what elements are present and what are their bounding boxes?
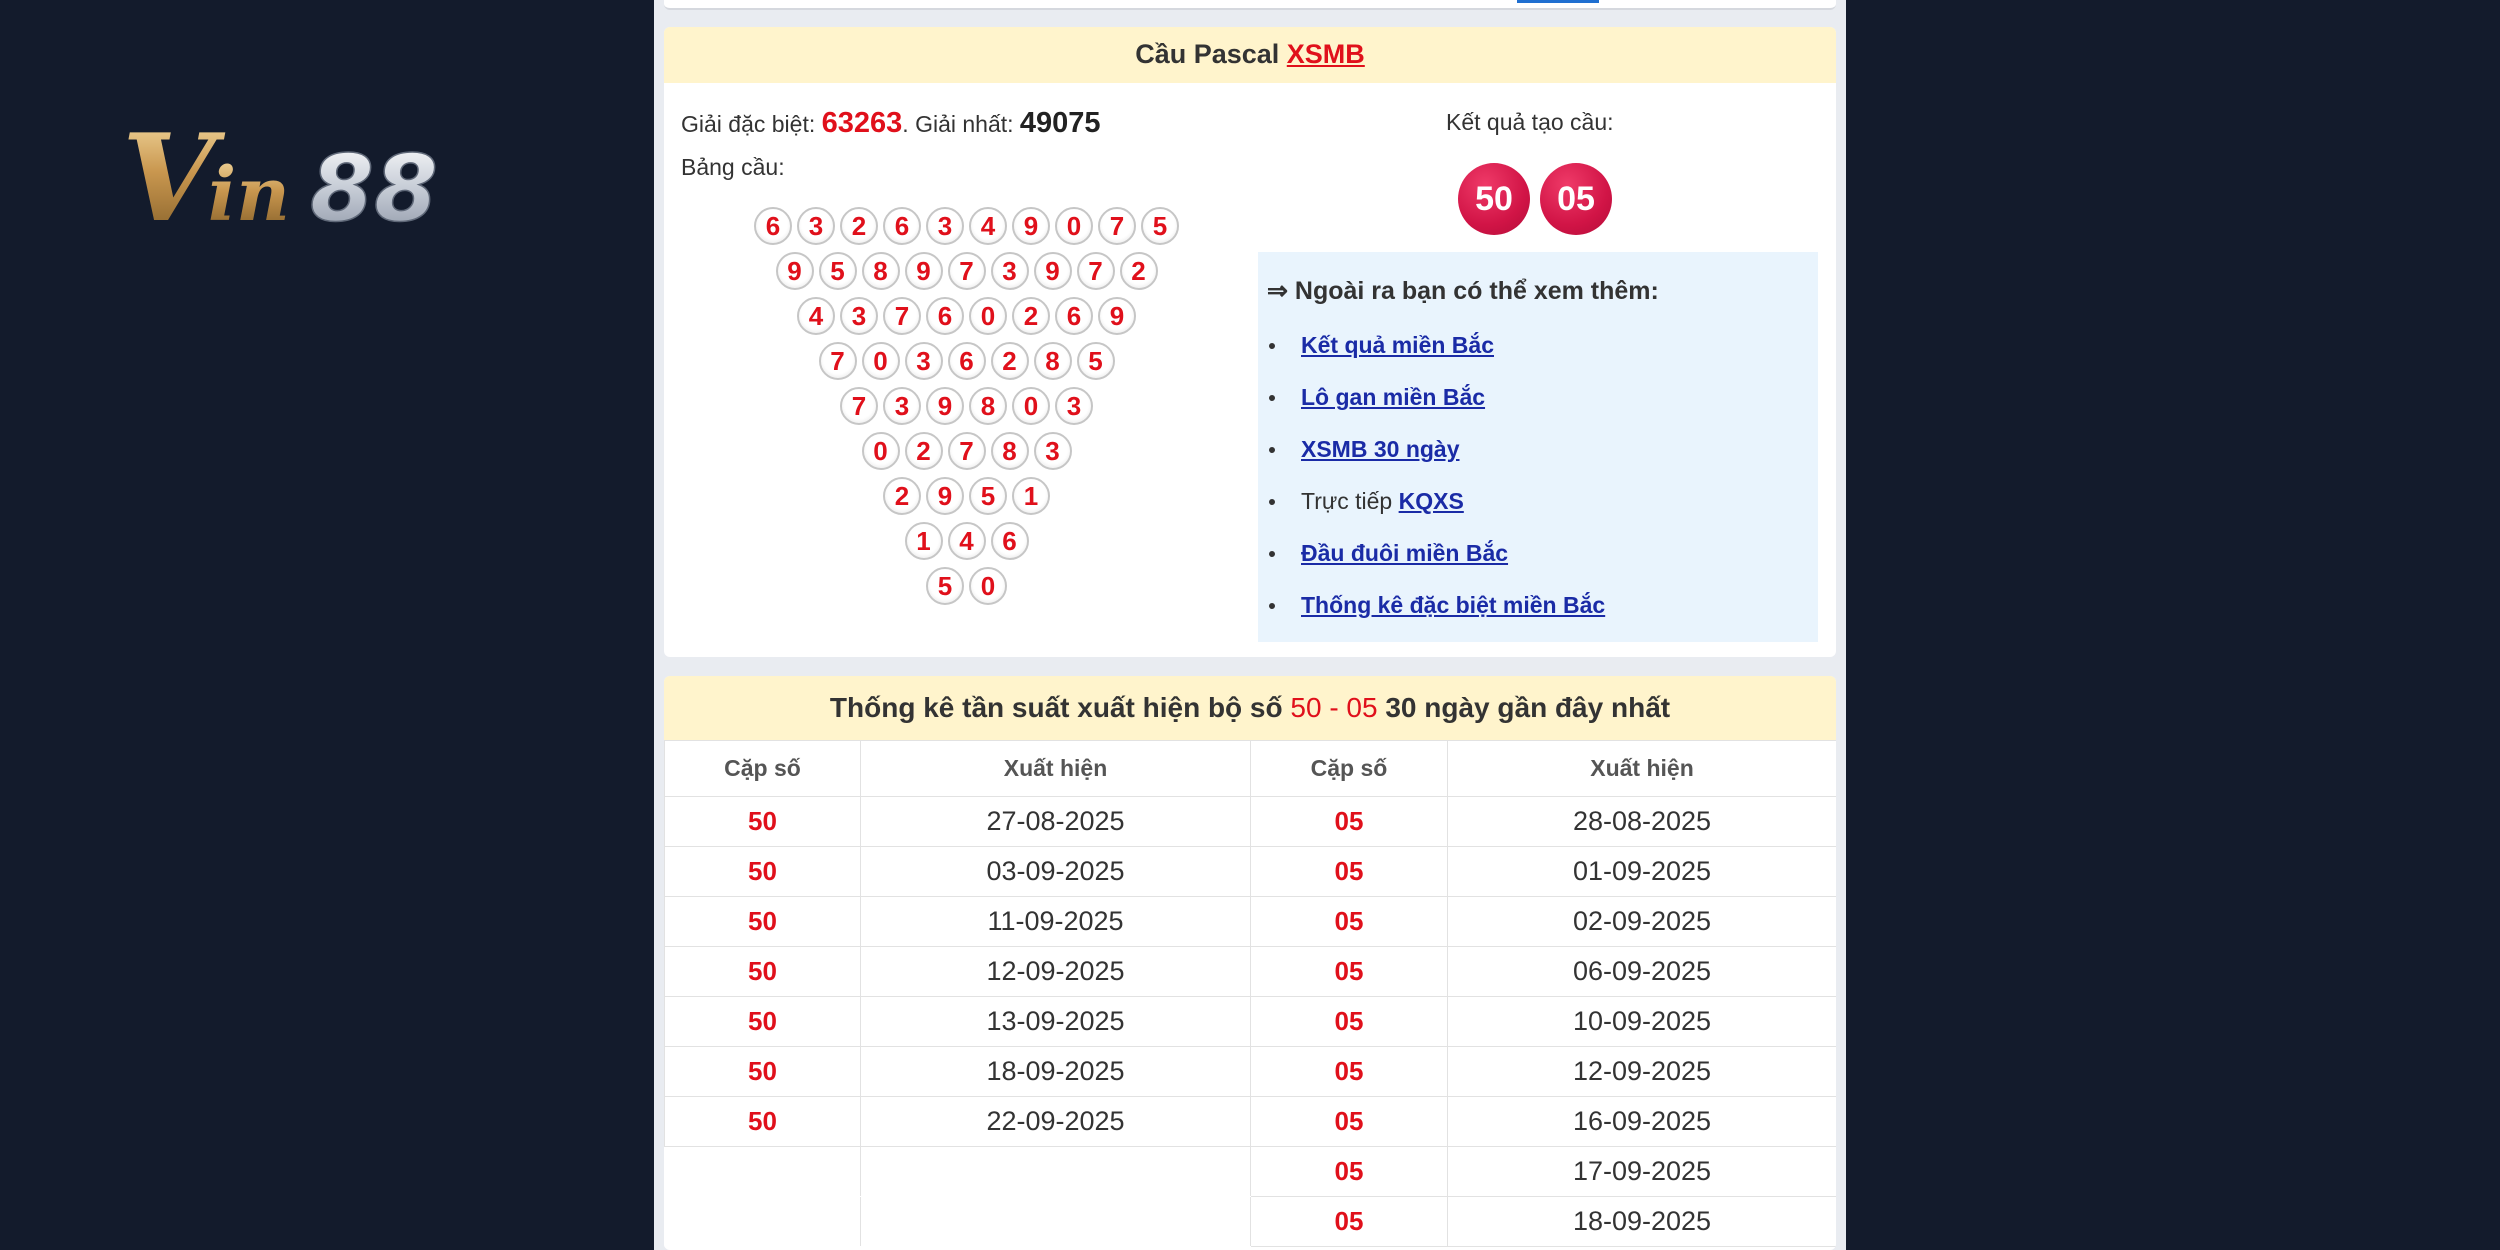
- see-more-item: [1258, 488, 1605, 540]
- pascal-digit-ball: 5: [1141, 207, 1179, 245]
- pascal-digit-ball: 2: [1120, 252, 1158, 290]
- see-more-item: [1258, 592, 1605, 644]
- pair-number-cell: 50: [665, 897, 861, 947]
- pascal-digit-ball: 3: [991, 252, 1029, 290]
- special-prize-value: 63263: [821, 107, 903, 139]
- date-cell: 13-09-2025: [861, 997, 1251, 1047]
- table-row: [665, 997, 1837, 1047]
- link-kqxs[interactable]: KQXS: [1398, 488, 1464, 514]
- pair-number-cell: 50: [665, 847, 861, 897]
- pascal-digit-ball: 7: [840, 387, 878, 425]
- pascal-digit-ball: 9: [1012, 207, 1050, 245]
- result-ball: 50: [1458, 163, 1530, 235]
- date-cell: 27-08-2025: [861, 797, 1251, 847]
- pair-number-cell: 05: [1251, 1047, 1448, 1097]
- date-cell: 02-09-2025: [1448, 897, 1837, 947]
- table-header-row: [665, 741, 1837, 797]
- pair-number-cell: 05: [1251, 797, 1448, 847]
- date-cell: 18-09-2025: [1448, 1197, 1837, 1247]
- pascal-digit-ball: 3: [840, 297, 878, 335]
- date-cell: 22-09-2025: [861, 1097, 1251, 1147]
- table-row: [665, 797, 1837, 847]
- pascal-digit-ball: 3: [883, 387, 921, 425]
- vin88-logo: [120, 118, 490, 234]
- date-cell: 17-09-2025: [1448, 1147, 1837, 1197]
- pascal-digit-ball: 9: [776, 252, 814, 290]
- pascal-digit-ball: 8: [969, 387, 1007, 425]
- pascal-digit-ball: 0: [969, 297, 1007, 335]
- pascal-digit-ball: 0: [969, 567, 1007, 605]
- pascal-digit-ball: 4: [948, 522, 986, 560]
- pair-number-cell: 50: [665, 1097, 861, 1147]
- pascal-digit-ball: 7: [1098, 207, 1136, 245]
- header-xuat-hien: Xuất hiện: [1448, 741, 1837, 797]
- xsmb-link[interactable]: XSMB: [1286, 39, 1365, 69]
- date-cell: [861, 1147, 1251, 1197]
- pascal-digit-ball: 7: [819, 342, 857, 380]
- pascal-digit-ball: 5: [969, 477, 1007, 515]
- result-label: Kết quả tạo cầu:: [1446, 109, 1614, 135]
- svg-text:in: in: [208, 152, 290, 234]
- see-more-item: [1258, 384, 1605, 436]
- header-cap-so: Cặp số: [665, 741, 861, 797]
- pair-number-cell: [665, 1197, 861, 1247]
- pascal-digit-ball: 2: [1012, 297, 1050, 335]
- pair-number-cell: 05: [1251, 1197, 1448, 1247]
- result-ball: 05: [1540, 163, 1612, 235]
- frequency-title-pair: 50 - 05: [1290, 692, 1378, 723]
- pascal-digit-ball: 0: [1055, 207, 1093, 245]
- date-cell: 11-09-2025: [861, 897, 1251, 947]
- header-xuat-hien: Xuất hiện: [861, 741, 1251, 797]
- first-prize-label: . Giải nhất:: [902, 111, 1020, 137]
- pair-number-cell: 05: [1251, 1097, 1448, 1147]
- pascal-title-text: Cầu Pascal: [1135, 39, 1287, 69]
- pascal-digit-ball: 9: [926, 477, 964, 515]
- pascal-digit-ball: 0: [862, 432, 900, 470]
- pascal-digit-ball: 6: [754, 207, 792, 245]
- pascal-digit-ball: 2: [991, 342, 1029, 380]
- link-dau-duoi-mien-bac[interactable]: Đầu đuôi miền Bắc: [1301, 540, 1509, 566]
- pascal-digit-ball: 9: [1034, 252, 1072, 290]
- pascal-digit-ball: 7: [948, 252, 986, 290]
- table-row: [665, 1047, 1837, 1097]
- pair-number-cell: 50: [665, 1047, 861, 1097]
- date-cell: 01-09-2025: [1448, 847, 1837, 897]
- table-row: [665, 847, 1837, 897]
- frequency-title: [664, 676, 1836, 740]
- pascal-digit-ball: 4: [969, 207, 1007, 245]
- pascal-digit-ball: 5: [926, 567, 964, 605]
- frequency-title-suffix: 30 ngày gần đây nhất: [1377, 692, 1671, 723]
- link-xsmb-30-ngay[interactable]: XSMB 30 ngày: [1301, 436, 1460, 462]
- link-thong-ke-dac-biet[interactable]: Thống kê đặc biệt miền Bắc: [1301, 592, 1606, 618]
- frequency-table: [664, 740, 1836, 1247]
- pascal-digit-ball: 9: [905, 252, 943, 290]
- pair-number-cell: 05: [1251, 897, 1448, 947]
- see-more-item: [1258, 436, 1605, 488]
- pair-number-cell: 50: [665, 947, 861, 997]
- pascal-digit-ball: 3: [797, 207, 835, 245]
- pascal-digit-ball: 6: [991, 522, 1029, 560]
- pascal-digit-ball: 2: [905, 432, 943, 470]
- pair-number-cell: 05: [1251, 1147, 1448, 1197]
- pascal-digit-ball: 8: [1034, 342, 1072, 380]
- svg-text:88: 88: [310, 135, 439, 234]
- link-lo-gan-mien-bac[interactable]: Lô gan miền Bắc: [1301, 384, 1486, 410]
- date-cell: 28-08-2025: [1448, 797, 1837, 847]
- pascal-digit-ball: 2: [883, 477, 921, 515]
- pascal-digit-ball: 8: [991, 432, 1029, 470]
- see-more-item: [1258, 332, 1605, 384]
- link-ket-qua-mien-bac[interactable]: Kết quả miền Bắc: [1301, 332, 1494, 358]
- prize-line: [681, 107, 1101, 140]
- pascal-digit-ball: 7: [948, 432, 986, 470]
- date-cell: 12-09-2025: [861, 947, 1251, 997]
- truc-tiep-label: Trực tiếp: [1301, 488, 1399, 514]
- table-row: [665, 1197, 1837, 1247]
- pascal-digit-ball: 0: [862, 342, 900, 380]
- pascal-digit-ball: 4: [797, 297, 835, 335]
- see-more-box: [1258, 252, 1818, 642]
- pascal-digit-ball: 3: [926, 207, 964, 245]
- pascal-card: [664, 27, 1836, 657]
- bang-cau-label: Bảng cầu:: [681, 154, 785, 180]
- pascal-digit-ball: 9: [1098, 297, 1136, 335]
- pascal-digit-ball: 6: [948, 342, 986, 380]
- pascal-digit-ball: 6: [1055, 297, 1093, 335]
- see-more-item: [1258, 540, 1605, 592]
- pair-number-cell: 05: [1251, 947, 1448, 997]
- pascal-digit-ball: 2: [840, 207, 878, 245]
- pascal-digit-ball: 1: [905, 522, 943, 560]
- pascal-digit-ball: 6: [883, 207, 921, 245]
- frequency-card: [664, 676, 1836, 1250]
- previous-section-bottom: [664, 0, 1836, 10]
- pascal-digit-ball: 7: [1077, 252, 1115, 290]
- see-more-list: [1258, 332, 1605, 644]
- date-cell: 06-09-2025: [1448, 947, 1837, 997]
- date-cell: 03-09-2025: [861, 847, 1251, 897]
- svg-text:V: V: [122, 118, 216, 234]
- header-cap-so: Cặp số: [1251, 741, 1448, 797]
- date-cell: 18-09-2025: [861, 1047, 1251, 1097]
- table-row: [665, 947, 1837, 997]
- pascal-digit-ball: 0: [1012, 387, 1050, 425]
- pair-number-cell: [665, 1147, 861, 1197]
- active-tab-indicator: [1517, 0, 1599, 3]
- pascal-digit-ball: 3: [1055, 387, 1093, 425]
- date-cell: 16-09-2025: [1448, 1097, 1837, 1147]
- pascal-digit-ball: 3: [1034, 432, 1072, 470]
- pascal-digit-ball: 5: [1077, 342, 1115, 380]
- frequency-title-prefix: Thống kê tần suất xuất hiện bộ số: [829, 692, 1291, 723]
- pascal-digit-ball: 8: [862, 252, 900, 290]
- see-more-title: ⇒ Ngoài ra bạn có thể xem thêm:: [1267, 277, 1659, 305]
- pascal-digit-ball: 6: [926, 297, 964, 335]
- pair-number-cell: 50: [665, 997, 861, 1047]
- pair-number-cell: 05: [1251, 847, 1448, 897]
- pascal-digit-ball: 5: [819, 252, 857, 290]
- pascal-digit-ball: 9: [926, 387, 964, 425]
- content-column: [654, 0, 1846, 1250]
- table-row: [665, 897, 1837, 947]
- table-row: [665, 1097, 1837, 1147]
- date-cell: 10-09-2025: [1448, 997, 1837, 1047]
- date-cell: 12-09-2025: [1448, 1047, 1837, 1097]
- pair-number-cell: 05: [1251, 997, 1448, 1047]
- special-prize-label: Giải đặc biệt:: [681, 111, 822, 137]
- pascal-digit-ball: 1: [1012, 477, 1050, 515]
- pascal-digit-ball: 3: [905, 342, 943, 380]
- first-prize-value: 49075: [1019, 107, 1101, 139]
- pascal-title: [664, 27, 1836, 83]
- table-row: [665, 1147, 1837, 1197]
- date-cell: [861, 1197, 1251, 1247]
- pair-number-cell: 50: [665, 797, 861, 847]
- pascal-digit-ball: 7: [883, 297, 921, 335]
